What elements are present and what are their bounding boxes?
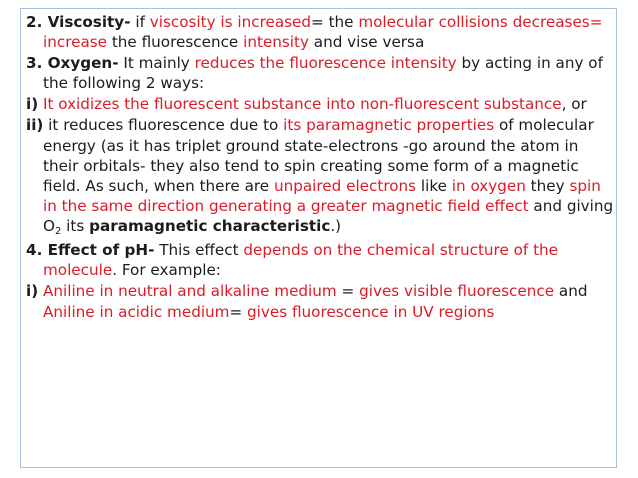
highlight-run: It oxidizes the fluorescent substance into non-fluorescent substance xyxy=(38,95,562,114)
highlight-run: gives fluorescence in UV regions xyxy=(247,303,495,322)
text-run: , or xyxy=(561,95,587,114)
slide-content xyxy=(26,12,618,323)
oxygen-item-ii xyxy=(26,115,618,239)
text-run: by acting in any of the following 2 ways: xyxy=(43,54,603,93)
ph-item-i xyxy=(26,281,618,301)
text-run: This effect xyxy=(154,241,244,260)
ph-heading: 4. Effect of pH- xyxy=(26,241,155,260)
text-run: and vise versa xyxy=(308,33,425,52)
text-run: the fluorescence xyxy=(107,33,244,52)
highlight-run: spin in the same direction generating a greater magnetic field effect xyxy=(43,176,601,215)
text-run: . For example: xyxy=(112,261,221,280)
text-run: its xyxy=(61,216,90,235)
highlight-run: depends on the chemical structure of the molecule xyxy=(43,241,559,280)
text-run: It mainly xyxy=(118,54,195,73)
text-run: it reduces fluorescence due to xyxy=(43,116,284,135)
oxygen-paragraph xyxy=(26,53,618,93)
highlight-run: reduces the fluorescence intensity xyxy=(194,54,457,73)
highlight-run: in oxygen xyxy=(451,176,526,195)
bold-run: paramagnetic characteristic xyxy=(89,216,331,235)
text-run: = xyxy=(229,303,248,322)
highlight-run: its paramagnetic properties xyxy=(283,116,495,135)
item-label: i) xyxy=(26,282,39,301)
text-run: if xyxy=(130,13,150,31)
oxygen-subscript: 2 xyxy=(54,225,62,237)
oxygen-heading: 3. Oxygen- xyxy=(26,54,119,73)
highlight-run: viscosity is increased xyxy=(149,13,312,31)
oxygen-item-i xyxy=(26,94,618,114)
highlight-run: unpaired electrons xyxy=(273,176,417,195)
text-run: they xyxy=(525,176,570,195)
text-run: of molecular energy (as it has triplet ground state-electrons -go around the atom in their orbitals- they also tend to spin creating some form of a magnetic field. As such, when there are xyxy=(43,116,594,195)
highlight-run: molecular collisions decreases= increase xyxy=(43,13,603,52)
viscosity-paragraph xyxy=(26,12,618,52)
text-run: = xyxy=(336,282,360,301)
highlight-run: intensity xyxy=(243,33,309,52)
ph-acid-line xyxy=(26,302,618,322)
highlight-run: gives visible fluorescence xyxy=(359,282,555,301)
text-run: like xyxy=(416,176,452,195)
highlight-run: Aniline in neutral and alkaline medium xyxy=(38,282,337,301)
text-run: = the xyxy=(311,13,359,31)
item-label: ii) xyxy=(26,116,44,135)
text-run: .) xyxy=(330,216,342,235)
item-label: i) xyxy=(26,95,39,114)
ph-paragraph xyxy=(26,240,618,280)
viscosity-heading: 2. Viscosity- xyxy=(26,13,131,31)
oxygen-symbol: O xyxy=(43,216,55,235)
text-run: and xyxy=(554,282,588,301)
text-run: and giving xyxy=(528,196,614,215)
highlight-run: Aniline in acidic medium xyxy=(43,303,230,322)
